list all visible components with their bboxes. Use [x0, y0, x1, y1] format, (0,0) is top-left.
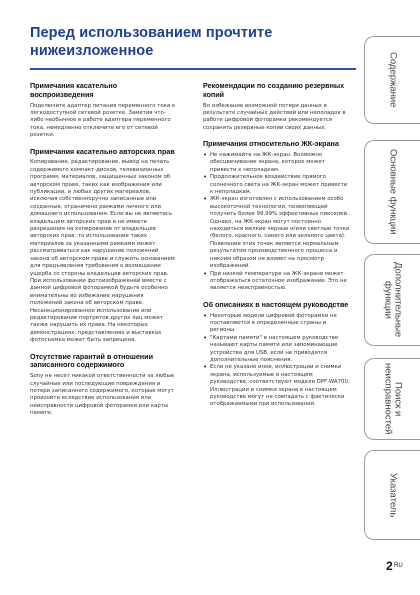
section-heading: Рекомендации по созданию резервных копий — [203, 81, 345, 99]
section-body: Sony не несет никакой ответственности за любые случайные или последующие повреждения и потери записанного содержимого, которые могут произойти вследствие использования или неисправности цифровой фоторамки или карты памяти. — [30, 373, 175, 417]
page-title-block — [30, 24, 356, 60]
tab-index[interactable] — [364, 450, 420, 540]
page-number: 2 — [386, 559, 393, 573]
section-backup — [203, 82, 351, 132]
tab-contents[interactable] — [364, 36, 420, 124]
tab-label: Основные функции — [387, 149, 399, 235]
page-language: RU — [394, 563, 403, 569]
section-body: Копирование, редактирование, вывод на печать содержимого компакт-дисков, телевизионных программ, материалов, защищенных законом об авторском праве, таких как изображения или публикации, и любых других материалов, исключая собственноручно записанные или созданные, ограничено рамками личного или домашнего использования. Если вы не являетесь владельцем авторских прав и не имеете разрешения на копирование от владельцев авторских прав, то использование таких материалов за указанными рамками может рассматриваться как нарушение положений закона об авторском праве и служить основанием для предъявления требования о возмещении ущерба со стороны владельцев авторских прав. При использовании фотоизображений вместе с данной цифровой фоторамкой будьте особенно внимательны во избежание нарушения положений закона об авторском праве. Несанкционированное использование или редактирование портретов других лиц может также нарушить их права. На некоторых демонстрациях, представлениях и выставках фотосъемка может быть запрещена. — [30, 159, 175, 344]
tab-label: Указатель — [387, 472, 399, 518]
section-body: Подключите адаптер питания переменного тока к легкодоступной сетевой розетке. Заметив что-либо необычное в работе адаптера переменного тока, немедленно отключите его от сетевой розетки. — [30, 102, 176, 139]
list-item: • При низкой температуре на ЖК-экране может отображаться остаточное изображение. Это не является неисправностью. — [203, 271, 351, 293]
right-column — [203, 82, 351, 417]
section-heading: Примечания касательно авторских прав — [30, 146, 175, 156]
section-heading: Примечания относительно ЖК-экрана — [203, 139, 339, 149]
section-no-warranty — [30, 353, 176, 418]
section-heading: Отсутствие гарантий в отношении записанного содержимого — [30, 351, 153, 370]
section-manual-descriptions — [203, 301, 351, 409]
bullet-list — [203, 313, 351, 409]
section-heading: Об описаниях в настоящем руководстве — [203, 299, 349, 309]
tab-advanced-functions[interactable] — [364, 254, 420, 346]
tab-basic-functions[interactable] — [364, 140, 420, 244]
list-item: • ЖК-экран изготовлен с использованием особо высокоточной технологии, позволяющей получить более 99,99% эффективных пикселей. Однако, на ЖК-экран могут постоянно находиться мелкие черные и/или светлые точки (белого, красного, синего или зеленого цвета). Появление этих точек является нормальным результатом производственного процесса и никоим образом не влияет на просмотр изображений. — [203, 196, 351, 270]
list-item: • Некоторые модели цифровой фоторамки не поставляются в определенные страны и регионы. — [203, 313, 351, 335]
section-body: Во избежание возможной потери данных в результате случайных действий или неполадок в работе цифровой фоторамки рекомендуется сохранять резервные копии своих данных. — [203, 102, 346, 131]
tab-label: Дополнительные функции — [382, 262, 404, 338]
section-copyright-notes — [30, 148, 176, 345]
section-playback-notes — [30, 82, 176, 140]
tab-troubleshooting[interactable] — [364, 358, 420, 440]
bullet-list — [203, 152, 351, 293]
tab-label: Поиск и неисправностей — [382, 363, 404, 435]
left-column — [30, 82, 176, 426]
section-heading: Примечания касательно воспроизведения — [30, 81, 118, 99]
list-item: • "Картами памяти" в настоящем руководстве называют карты памяти или запоминающие устройства для USB, если не приводятся дополнительные пояснения. — [203, 335, 351, 365]
title-divider — [30, 68, 356, 70]
list-item: • Продолжительное воздействие прямого солнечного света на ЖК-экран может привести к неполадкам. — [203, 174, 351, 196]
tab-label: Содержание — [387, 52, 399, 108]
page-title: Перед использованием прочтите нижеизложенное — [30, 25, 273, 59]
list-item: • Не нажимайте на ЖК-экран. Возможно обесцвечивание экрана, которое может привести к неполадкам. — [203, 152, 351, 174]
list-item: • Если не указано иное, иллюстрации и снимки экрана, используемые в настоящем руководстве, соответствуют модели DPF-WA700. Иллюстрации и снимки экрана в настоящем руководстве могут не совпадать с фактически отображаемыми при использовании. — [203, 364, 351, 408]
section-lcd-notes — [203, 140, 351, 293]
